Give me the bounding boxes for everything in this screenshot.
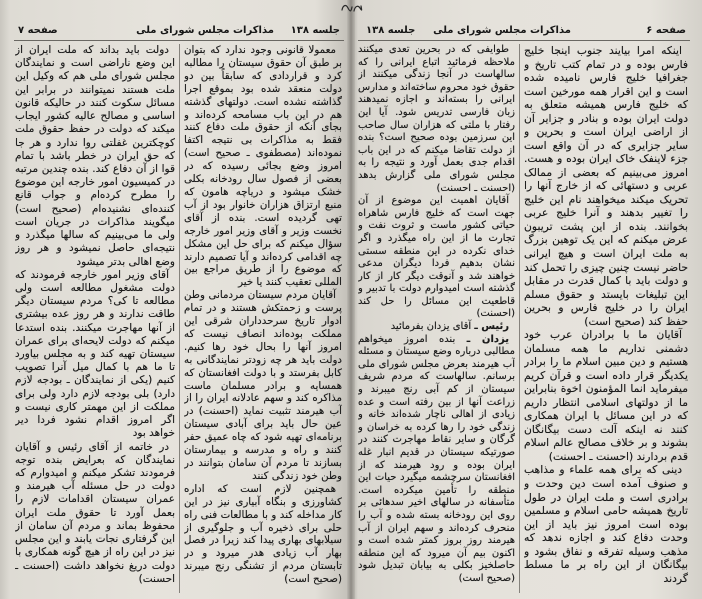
speaker-name: رئیس ـ — [474, 321, 509, 333]
page-gutter — [347, 0, 355, 599]
header-rule — [358, 40, 690, 41]
text-column-right — [524, 44, 688, 593]
paragraph-text: آقایان اهمیت این موضوع از آن جهت است که خلیج فارس شاهراه حیاتی کشور ماست و ثروت نفت و تجارت ما از این راه میگذرد و اگر خدای نکرده در این منطقه سستی نشان بدهیم فردا دیگران مدعی خواهند شد و آنوقت دیگر کار از کار گذشته است امیدوارم دولت با تدبیر و قاطعیت این مسائل را حل کند (احسنت) — [358, 195, 515, 320]
paragraph — [15, 44, 175, 269]
paragraph-text: دینی که برای همه علماء و مذاهب و صنوف آمده است دین وحدت و برادری است و ملت ایران در طول تاریخ همیشه حامی اسلام و مسلمین بوده است امروز نیز باید از این وحدت دفاع کند و اجازه ندهد که مذهب وسیله تفرقه و نفاق بشود و بیگانگان از این راه بر ما مسلط گردند — [524, 463, 688, 585]
paragraph — [358, 195, 515, 321]
paragraph-text: آقایان ما با برادران عرب خود دشمنی نداریم ما همه مسلمان هستیم و دین مبین اسلام ما را برادر یکدیگر قرار داده است و قرآن کریم میفرماید انما المؤمنون اخوة بنابراین ما از دولتهای اسلامی انتظار داریم که در این مسائل با ایران همکاری کنند نه اینکه آلت دست بیگانگان بشوند و بر خلاف مصالح عالم اسلام قدم بردارند (احسنت ـ احسنت) — [524, 328, 688, 463]
column-divider — [519, 44, 520, 593]
paragraph-text: آقایان مردم سیستان مردمانی وطن پرست و زحمتکش هستند و در تمام ادوار تاریخ سرحدداران شرقی این مملکت بوده‌اند انصاف نیست که امروز آنها را بحال خود رها کنیم. دولت باید هر چه زودتر نمایندگانی به کابل بفرستد و با دولت افغانستان که همسایه و برادر مسلمان ماست مذاکره کند و سهم عادلانه ایران را از آب هیرمند تثبیت نماید (احسنت) در عین حال باید برای آبادی سیستان برنامه‌ای تهیه شود که چاه عمیق حفر کنند و راه و مدرسه و بیمارستان بسازند تا مردم آن سامان بتوانند در وطن خود زندگی کنند — [184, 289, 342, 482]
paragraph — [358, 44, 515, 195]
text-column-left — [358, 44, 515, 593]
paragraph-text: اینکه امرا بیایند جنوب اینجا خلیج فارس بوده و در تمام کتب تاریخ و جغرافیا خلیج فارس نامیده شده است و این اقرار همه مورخین است که خلیج فارس همیشه متعلق به دولت ایران بوده و بنادر و جزایر آن از اراضی ایران است و بحرین و سایر جزایری که در آن واقع است جزء لاینفک خاک ایران بوده و هست. امروز می‌بینیم که بعضی از ممالک عربی و دستهائی که از خارج آنها را تحریک میکند میخواهند نام این خلیج را تغییر بدهند و آنرا خلیج عربی بخوانند. بنده از این پشت تریبون عرض میکنم که این یک توهین بزرگ به ملت ایران است و هیچ ایرانی حاضر نیست چنین چیزی را تحمل کند و دولت باید با کمال قدرت در مقابل این تبلیغات بایستد و حقوق مسلم ایران را در خلیج فارس و بحرین حفظ کند (صحیح است) — [524, 44, 688, 328]
page-number: صفحه ۷ — [18, 25, 58, 36]
text-column-left — [15, 44, 175, 593]
paragraph — [524, 328, 688, 463]
paragraph-text: بنده امروز میخواهم مطالبی درباره وضع سیستان و مسئله آب هیرمند بعرض مجلس شورای ملی برسانم. سالهاست که مردم شریف سیستان از کم آبی رنج میبرند و زراعت آنها از بین رفته است و عده زیادی از اهالی ناچار شده‌اند خانه و زندگی خود را رها کرده به خراسان و گرگان و سایر نقاط مهاجرت کنند در صورتیکه سیستان در قدیم انبار غله ایران بوده و رود هیرمند که از افغانستان سرچشمه میگیرد حیات این منطقه را تأمین میکرده است. متأسفانه در سالهای اخیر سدهائی بر روی این رودخانه بسته شده و آب را منحرف کرده‌اند و سهم ایران از آب هیرمند روز بروز کمتر شده است و اکنون بیم آن میرود که این منطقه حاصلخیز بکلی به بیابان تبدیل شود (صحیح است) — [358, 333, 515, 584]
speaker-turn — [358, 321, 515, 334]
session-number: جلسه ۱۳۸ — [290, 25, 340, 36]
page-number: صفحه ۶ — [646, 25, 686, 36]
handwritten-mark-icon — [340, 2, 364, 14]
paragraph — [15, 441, 175, 586]
running-title: مذاکرات مجلس شورای ملی — [433, 25, 571, 36]
speaker-name: یزدان ـ — [466, 333, 509, 345]
paragraph-text: همچنین لازم است که اداره کشاورزی و بنگاه آبیاری نیز در این کار مداخله کند و با مطالعات فنی راه حلی برای ذخیره آب و جلوگیری از سیلابهای بهاری پیدا کند زیرا در فصل بهار آب زیادی هدر میرود و در تابستان مردم از تشنگی رنج میبرند (صحیح است) — [184, 482, 342, 586]
paragraph — [184, 44, 342, 289]
header-rule — [14, 40, 344, 41]
paragraph-text: آقای وزیر امور خارجه فرمودند که دولت مشغول مطالعه است ولی مطالعه تا کی؟ مردم سیستان دیگر طاقت ندارند و هر روز عده بیشتری از آنها مهاجرت میکنند. بنده استدعا میکنم که دولت لایحه‌ای برای عمران سیستان تهیه کند و به مجلس بیاورد تا ما هم با کمال میل آنرا تصویب کنیم (یکی از نمایندگان ـ بودجه لازم دارد) بلی بودجه لازم دارد ولی برای مملکت از این مهمتر کاری نیست و اگر امروز اقدام نشود فردا دیر خواهد بود — [15, 268, 175, 440]
paragraph-text: دولت باید بداند که ملت ایران از این وضع ناراضی است و نمایندگان مجلس شورای ملی هم که وکیل این ملت هستند نمیتوانند در برابر این مسائل سکوت کنند در حالیکه قانون اساسی و مصالح عالیه کشور ایجاب میکند که دولت در حفظ حقوق ملت کوچکترین غفلتی روا ندارد و هر جا که حق ایران در خطر باشد با تمام قوا از آن دفاع کند. بنده چندین مرتبه در کمیسیون امور خارجه این موضوع را مطرح کرده‌ام و جواب قانع کننده‌ای نشنیده‌ام (صحیح است) میگویند مذاکرات در جریان است ولی ما می‌بینیم که سالها میگذرد و نتیجه‌ای حاصل نمیشود و هر روز وضع اهالی بدتر میشود — [15, 44, 175, 268]
text-column-right — [184, 44, 342, 593]
paragraph-text: طوایفی که در بحرین تعدی میکنند ملاحظه فرمائید اتباع ایرانی را که سالهاست در آنجا زندگی میکنند از حقوق خود محروم ساخته‌اند و مدارس ایرانی را بسته‌اند و اجازه نمیدهند زبان فارسی تدریس شود. آیا این رفتار با ملتی که هزاران سال صاحب این سرزمین بوده صحیح است؟ بنده از دولت تقاضا میکنم که در این باب اقدام جدی بعمل آورد و نتیجه را به مجلس شورای ملی گزارش بدهد (احسنت ـ احسنت) — [358, 44, 515, 194]
paragraph — [184, 289, 342, 483]
paragraph — [524, 463, 688, 585]
running-title: مذاکرات مجلس شورای ملی — [136, 25, 274, 36]
paragraph-text: در خاتمه از آقای رئیس و آقایان نمایندگان که بعرایض بنده توجه فرمودند تشکر میکنم و امیدوارم که دولت در حل مسئله آب هیرمند و عمران سیستان اقدامات لازم را بعمل آورد تا حقوق ملت ایران محفوظ بماند و مردم آن سامان از این گرفتاری نجات یابند و این مجلس نیز در این راه از هیچ گونه همکاری با دولت دریغ نخواهد داشت (احسنت ـ احسنت) — [15, 440, 175, 585]
paragraph-text: معمولا قانونی وجود ندارد که بتوان بر طبق آن حقوق سیستان را مطالبه کرد و قراردادی که سابقاً بین دو دولت منعقد شده بود بموقع اجرا گذاشته نشده است. دولتهای گذشته هم در این باب مسامحه کرده‌اند و بجای آنکه از حقوق ملت دفاع کنند فقط به مذاکرات بی نتیجه اکتفا نموده‌اند (مصطفوی ـ صحیح است) امروز وضع بجائی رسیده که در بعضی از فصول سال رودخانه بکلی خشک میشود و دریاچه هامون که منبع ارتزاق هزاران خانوار بود از آب تهی گردیده است. بنده از آقای نخست وزیر و آقای وزیر امور خارجه سؤال میکنم که برای حل این مشکل چه اقدامی کرده‌اند و آیا تصمیم دارند که موضوع را از طریق مراجع بین المللی تعقیب کنند یا خیر — [184, 44, 342, 289]
paragraph — [524, 44, 688, 328]
session-number: جلسه ۱۳۸ — [366, 25, 416, 36]
column-divider — [179, 44, 180, 593]
page-6 — [352, 0, 702, 599]
paragraph — [15, 269, 175, 441]
paragraph — [184, 483, 342, 586]
speaker-turn — [358, 334, 515, 586]
paragraph-text: آقای یزدان بفرمائید — [390, 321, 472, 333]
page-7 — [0, 0, 350, 599]
